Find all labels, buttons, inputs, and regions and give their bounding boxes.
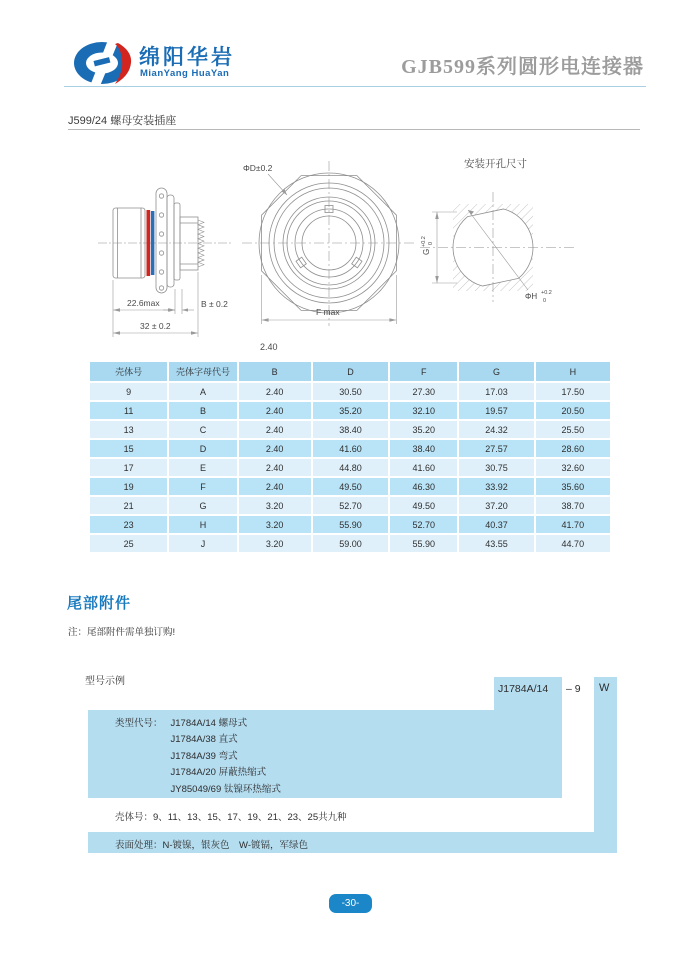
rear-body: [180, 217, 198, 270]
tail-note: 注：尾部附件需单独订购!: [68, 627, 176, 638]
table-cell: 52.70: [313, 497, 388, 514]
type-code-label: 类型代号：: [115, 718, 163, 729]
table-cell: 30.75: [459, 459, 533, 476]
type-code-band: [494, 677, 562, 798]
table-cell: 35.20: [313, 402, 388, 419]
table-cell: 24.32: [459, 421, 533, 438]
table-cell: 2.40: [239, 421, 311, 438]
table-cell: C: [169, 421, 236, 438]
page-title: GJB599系列圆形电连接器: [401, 56, 644, 78]
table-cell: 41.60: [313, 440, 388, 457]
table-cell: 55.90: [313, 516, 388, 533]
table-cell: 41.60: [390, 459, 457, 476]
table-row: [90, 478, 610, 495]
front-view-drawing: [240, 158, 420, 354]
table-cell: 41.70: [536, 516, 610, 533]
table-cell: 44.70: [536, 535, 610, 552]
type-code-item: J1784A/20 屏蔽热缩式: [170, 767, 267, 779]
table-cell: 19.57: [459, 402, 533, 419]
table-cell: 52.70: [390, 516, 457, 533]
section-divider: [68, 129, 640, 130]
table-cell: 15: [90, 440, 167, 457]
table-cell: G: [169, 497, 236, 514]
table-row: [90, 535, 610, 552]
table-cell: 32.60: [536, 459, 610, 476]
table-cell: F: [169, 478, 236, 495]
table-cell: 38.40: [313, 421, 388, 438]
dimension-label: F max: [316, 307, 340, 317]
table-header-cell: D: [313, 362, 388, 381]
table-header-cell: F: [390, 362, 457, 381]
table-cell: 25: [90, 535, 167, 552]
table-cell: 13: [90, 421, 167, 438]
table-row: [90, 459, 610, 476]
side-view-drawing: [95, 170, 235, 340]
table-row: [90, 516, 610, 533]
size-table: [88, 360, 612, 554]
dimension-label: ΦD±0.2: [243, 163, 273, 173]
table-header-cell: 壳体号: [90, 362, 167, 381]
table-cell: J: [169, 535, 236, 552]
table-cell: 2.40: [239, 459, 311, 476]
dimension-label: ΦH: [525, 292, 538, 301]
table-cell: 21: [90, 497, 167, 514]
flange-nut: [156, 188, 167, 293]
table-cell: 27.30: [390, 383, 457, 400]
table-cell: E: [169, 459, 236, 476]
table-header-cell: H: [536, 362, 610, 381]
dimension-label: 2.40: [260, 342, 278, 352]
table-cell: 28.60: [536, 440, 610, 457]
header-divider: [64, 86, 646, 87]
mounting-plate: [167, 195, 174, 287]
table-cell: 2.40: [239, 440, 311, 457]
tolerance-lower: 0: [543, 298, 547, 304]
section-title: J599/24 螺母安装插座: [68, 115, 177, 127]
table-cell: 35.60: [536, 478, 610, 495]
finish-code-band: [594, 677, 617, 853]
table-cell: 38.40: [390, 440, 457, 457]
table-cell: 2.40: [239, 383, 311, 400]
table-header-cell: G: [459, 362, 533, 381]
tolerance-lower: 0: [428, 241, 434, 245]
red-gasket: [147, 210, 151, 276]
table-header-cell: 壳体字母代号: [169, 362, 236, 381]
logo-name-cn: 绵阳华岩: [139, 46, 235, 69]
shell-numbers-line: 壳体号：9、11、13、15、17、19、21、23、25共九种: [115, 812, 347, 823]
table-cell: 43.55: [459, 535, 533, 552]
model-code-finish: W: [599, 682, 610, 694]
table-cell: 17: [90, 459, 167, 476]
table-cell: 3.20: [239, 497, 311, 514]
type-code-item: J1784A/38 直式: [170, 734, 238, 746]
table-cell: 59.00: [313, 535, 388, 552]
table-cell: 11: [90, 402, 167, 419]
table-cell: A: [169, 383, 236, 400]
table-cell: B: [169, 402, 236, 419]
type-code-list: [115, 716, 281, 798]
table-row: [90, 402, 610, 419]
model-example-label: 型号示例: [85, 676, 125, 687]
tolerance-upper: +0.2: [421, 236, 427, 247]
tail-section-heading: 尾部附件: [67, 595, 132, 612]
table-cell: 23: [90, 516, 167, 533]
model-code-main: J1784A/14: [498, 683, 549, 695]
table-cell: 30.50: [313, 383, 388, 400]
surface-finish-line: 表面处理：N-镀镍，银灰色 W-镀镉，军绿色: [115, 840, 308, 851]
table-cell: 9: [90, 383, 167, 400]
table-header-row: [90, 362, 610, 381]
dimension-label: B ± 0.2: [201, 299, 228, 309]
table-row: [90, 497, 610, 514]
table-cell: 17.03: [459, 383, 533, 400]
table-cell: 3.20: [239, 516, 311, 533]
dimension-label: G: [422, 248, 431, 255]
table-cell: 44.80: [313, 459, 388, 476]
dimension-label: 32 ± 0.2: [140, 321, 171, 331]
table-cell: D: [169, 440, 236, 457]
table-row: [90, 383, 610, 400]
table-cell: 49.50: [313, 478, 388, 495]
type-code-item: J1784A/14 螺母式: [170, 718, 248, 729]
table-cell: 35.20: [390, 421, 457, 438]
mounting-hole-drawing: [412, 150, 587, 312]
table-cell: 17.50: [536, 383, 610, 400]
tolerance-upper: +0.2: [541, 290, 552, 296]
blue-gasket: [151, 211, 155, 275]
table-cell: 25.50: [536, 421, 610, 438]
table-cell: 46.30: [390, 478, 457, 495]
table-cell: 55.90: [390, 535, 457, 552]
table-cell: H: [169, 516, 236, 533]
table-cell: 2.40: [239, 478, 311, 495]
table-cell: 38.70: [536, 497, 610, 514]
table-row: [90, 421, 610, 438]
table-cell: 19: [90, 478, 167, 495]
table-cell: 49.50: [390, 497, 457, 514]
table-cell: 32.10: [390, 402, 457, 419]
table-row: [90, 440, 610, 457]
page-number-badge: -30-: [329, 894, 372, 913]
model-code-shell: – 9: [566, 683, 581, 695]
company-logo-icon: [72, 40, 134, 86]
dimension-label: 22.6max: [127, 298, 160, 308]
table-header-cell: B: [239, 362, 311, 381]
table-cell: 37.20: [459, 497, 533, 514]
table-cell: 33.92: [459, 478, 533, 495]
type-code-item: JY85049/69 钛镍环热缩式: [170, 783, 281, 795]
table-cell: 27.57: [459, 440, 533, 457]
table-cell: 3.20: [239, 535, 311, 552]
knurl-pattern: [198, 220, 204, 267]
table-cell: 40.37: [459, 516, 533, 533]
table-cell: 2.40: [239, 402, 311, 419]
logo-name-en: MianYang HuaYan: [140, 68, 230, 79]
drawing-title: 安装开孔尺寸: [464, 158, 527, 170]
type-code-item: J1784A/39 弯式: [170, 750, 238, 762]
table-cell: 20.50: [536, 402, 610, 419]
